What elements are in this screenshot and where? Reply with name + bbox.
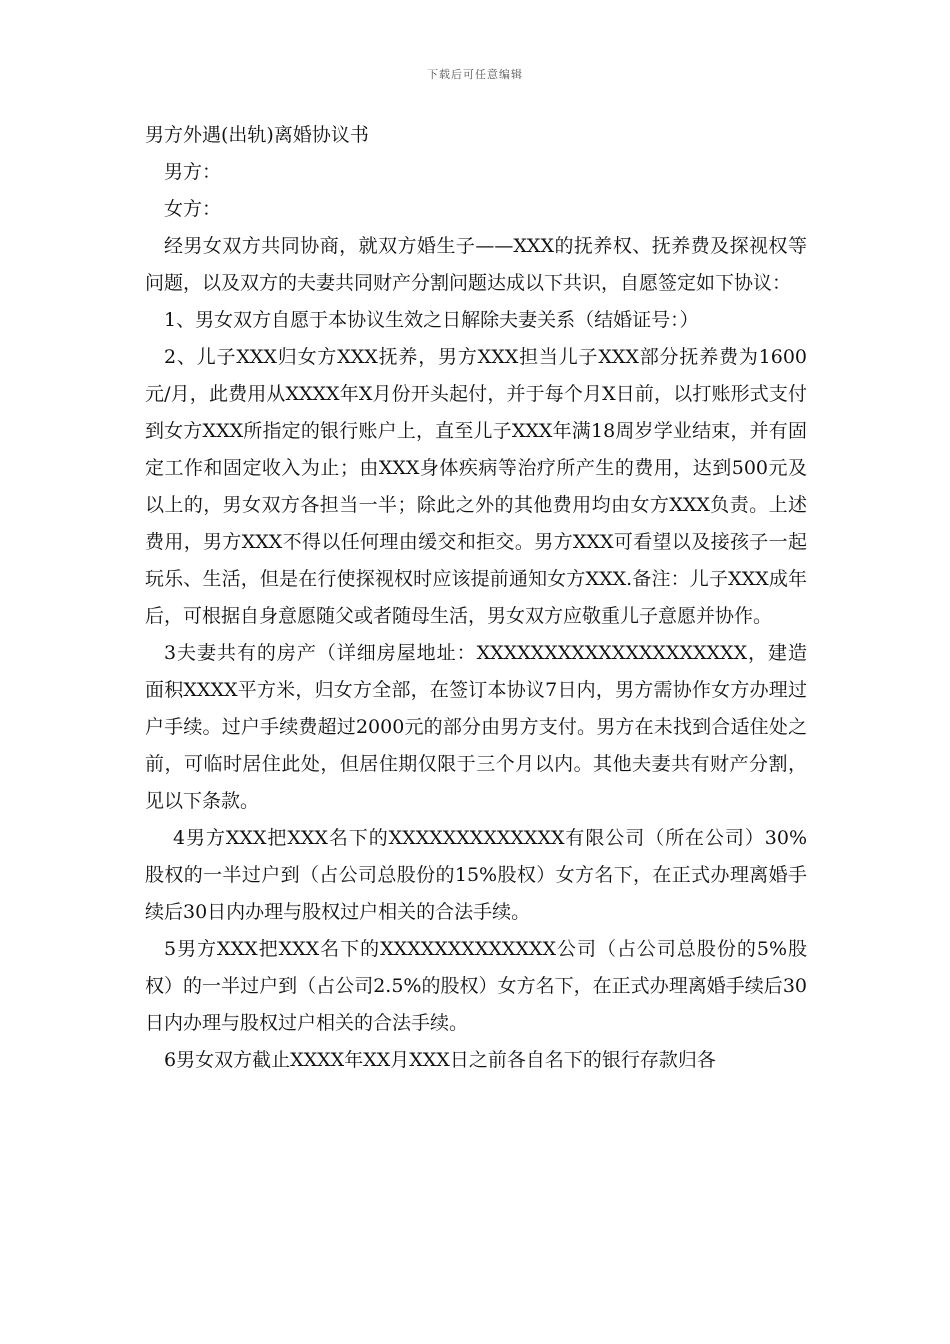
- paragraph-clause-1: 1、男女双方自愿于本协议生效之日解除夫妻关系（结婚证号：）: [164, 309, 699, 331]
- page-header-note: 下载后可任意编辑: [427, 68, 523, 81]
- husband-label: 男方：: [164, 161, 222, 183]
- wife-label: 女方：: [164, 198, 222, 220]
- document-title: 男方外遇(出轨)离婚协议书: [145, 124, 369, 146]
- document-body: [145, 117, 807, 1079]
- paragraph-clause-3: 3夫妻共有的房产（详细房屋地址：XXXXXXXXXXXXXXXXXXXX，建造面积XXXX平方米，归女方全部，在签订本协议7日内，男方需协作女方办理过户手续。过户手续费超过2000元的部分由男方支付。男方在未找到合适住处之前，可临时居住此处，但居住期仅限于三个月以内。其他夫妻共有财产分割，见以下条款。: [145, 642, 807, 812]
- paragraph-preamble: 经男女双方共同协商，就双方婚生子——XXX的抚养权、抚养费及探视权等问题，以及双方的夫妻共同财产分割问题达成以下共识，自愿签定如下协议：: [145, 235, 807, 294]
- paragraph-clause-4: 4男方XXX把XXX名下的XXXXXXXXXXXXX有限公司（所在公司）30%股权的一半过户到（占公司总股份的15%股权）女方名下，在正式办理离婚手续后30日内办理与股权过户相关的合法手续。: [145, 827, 807, 923]
- paragraph-clause-2: 2、儿子XXX归女方XXX抚养，男方XXX担当儿子XXX部分抚养费为1600元/月，此费用从XXXX年X月份开头起付，并于每个月X日前，以打账形式支付到女方XXX所指定的银行账户上，直至儿子XXX年满18周岁学业结束，并有固定工作和固定收入为止；由XXX身体疾病等治疗所产生的费用，达到500元及以上的，男女双方各担当一半；除此之外的其他费用均由女方XXX负责。上述费用，男方XXX不得以任何理由缓交和拒交。男方XXX可看望以及接孩子一起玩乐、生活，但是在行使探视权时应该提前通知女方XXX.备注：儿子XXX成年后，可根据自身意愿随父或者随母生活，男女双方应敬重儿子意愿并协作。: [145, 346, 807, 627]
- paragraph-clause-6: 6男女双方截止XXXX年XX月XXX日之前各自名下的银行存款归各: [164, 1049, 716, 1071]
- paragraph-clause-5: 5男方XXX把XXX名下的XXXXXXXXXXXXX公司（占公司总股份的5%股权）的一半过户到（占公司2.5%的股权）女方名下，在正式办理离婚手续后30日内办理与股权过户相关的合法手续。: [145, 938, 807, 1034]
